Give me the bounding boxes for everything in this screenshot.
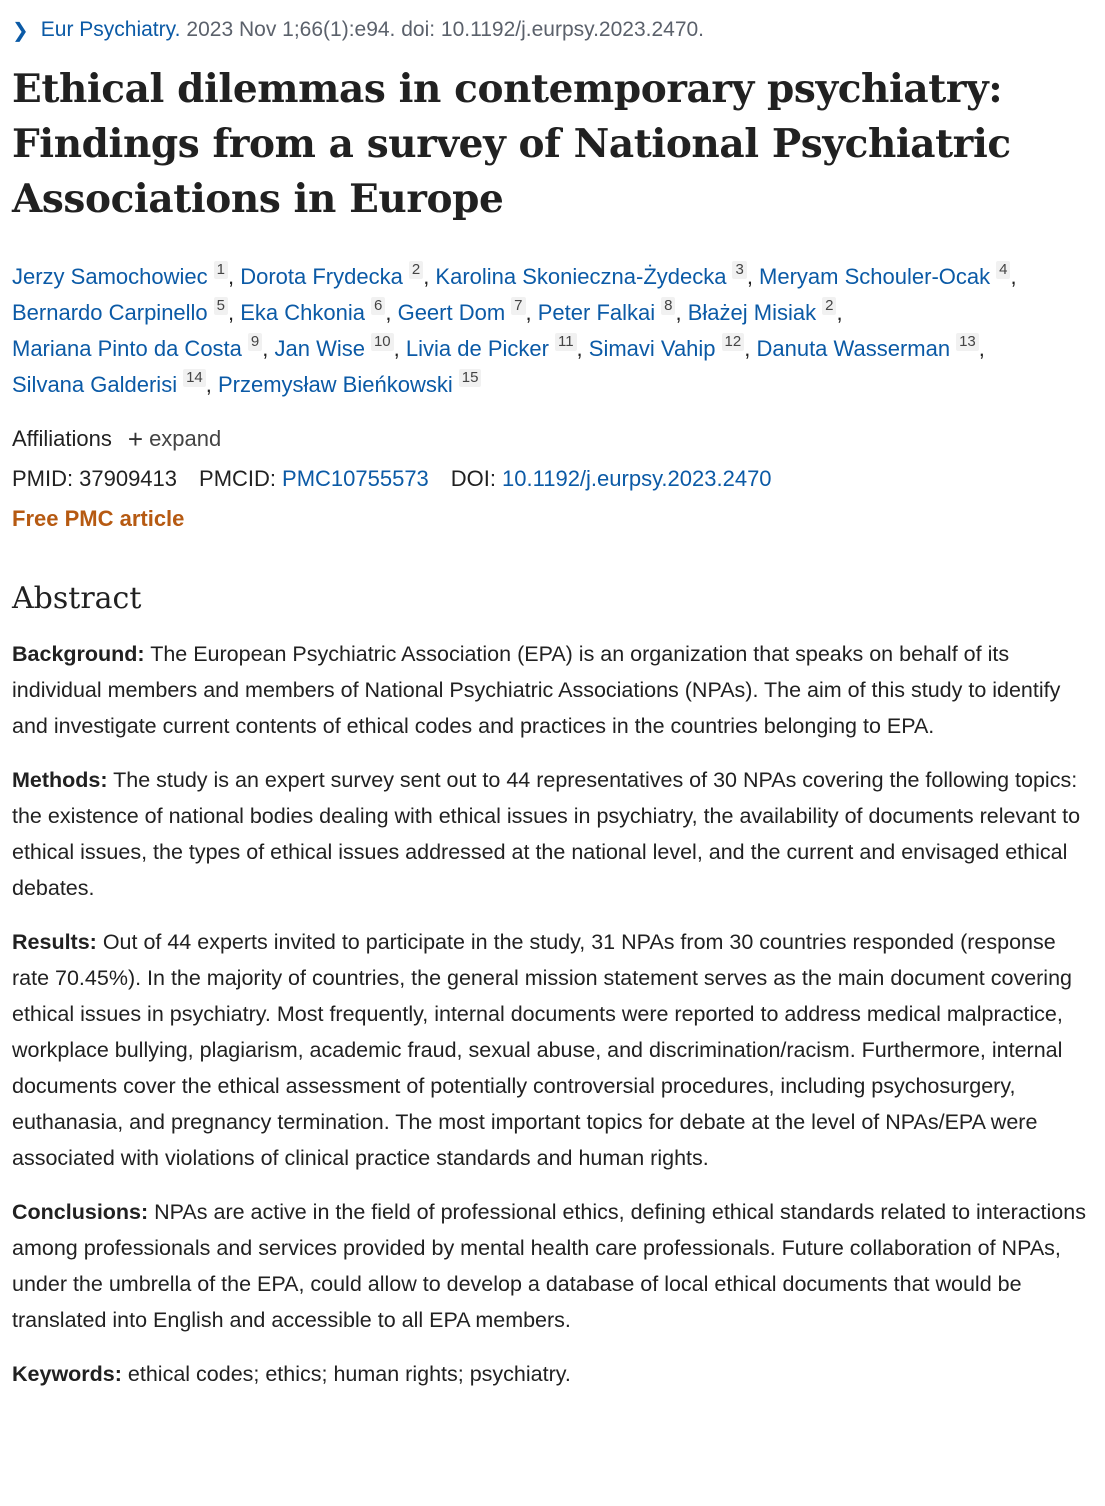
journal-link[interactable]: Eur Psychiatry. [40,18,181,41]
article-page [0,16,1105,1392]
affiliation-number[interactable]: 5 [214,297,228,315]
affiliation-number[interactable]: 9 [248,333,262,351]
doi-link[interactable]: 10.1192/j.eurpsy.2023.2470 [502,466,772,491]
author-link[interactable]: Bernardo Carpinello [12,300,208,325]
abstract-conclusions [12,1194,1093,1338]
abstract-heading: Abstract [12,581,142,616]
keywords-label: Keywords: [12,1362,122,1386]
article-title: Ethical dilemmas in contemporary psychiatry: Findings from a survey of National Psychiatric Associations in Europe [12,66,1011,222]
author-item [12,333,262,361]
results-text: Out of 44 experts invited to participate in the study, 31 NPAs from 30 countries responded (response rate 70.45%). In the majority of countries, the general mission statement serves as the main document covering ethical issues in psychiatry. Most frequently, internal documents were reported to address medical malpractice, workplace bullying, plagiarism, academic fraud, sexual abuse, and discrimination/racism. Furthermore, internal documents cover the ethical assessment of potentially controversial procedures, including psychosurgery, euthanasia, and pregnancy termination. The most important topics for debate at the level of NPAs/EPA were associated with violations of clinical practice standards and human rights. [12,930,1072,1170]
author-link[interactable]: Simavi Vahip [588,336,716,361]
results-label: Results: [12,930,97,954]
author-item [12,261,228,289]
affiliation-number[interactable]: 11 [555,333,577,351]
author-item [537,297,676,325]
author-item [405,333,577,361]
methods-label: Methods: [12,768,108,792]
abstract-keywords [12,1356,1093,1392]
author-item [12,297,228,325]
author-link[interactable]: Jerzy Samochowiec [12,264,208,289]
author-link[interactable]: Danuta Wasserman [756,336,951,361]
conclusions-text: NPAs are active in the field of professional ethics, defining ethical standards related to interactions among professionals and services provided by mental health care professionals. Future collaboration of NPAs, under the umbrella of the EPA, could allow to develop a database of local ethical documents that would be translated into English and accessible to all EPA members. [12,1200,1086,1332]
affiliation-number[interactable]: 14 [183,369,206,387]
author-link[interactable]: Meryam Schouler-Ocak [759,264,991,289]
free-pmc-article-link[interactable]: Free PMC article [12,506,185,531]
author-link[interactable]: Silvana Galderisi [12,372,178,397]
affiliation-number[interactable]: 6 [371,297,385,315]
citation-details: 2023 Nov 1;66(1):e94. doi: 10.1192/j.eurpsy.2023.2470. [186,18,705,41]
pmcid-label: PMCID: [199,466,277,491]
author-link[interactable]: Przemysław Bieńkowski [218,372,453,397]
author-item [218,369,481,397]
pmid-label: PMID: [12,466,74,491]
abstract-methods [12,762,1093,906]
affiliations-label: Affiliations [12,426,112,451]
author-link[interactable]: Eka Chkonia [240,300,365,325]
author-item [240,297,385,325]
affiliation-number[interactable]: 15 [459,369,482,387]
affiliation-number[interactable]: 1 [214,261,228,279]
background-label: Background: [12,642,145,666]
abstract-background [12,636,1093,744]
plus-icon[interactable]: + [127,424,144,454]
affiliation-number[interactable]: 4 [996,261,1010,279]
affiliation-number[interactable]: 10 [371,333,394,351]
affiliation-number[interactable]: 12 [722,333,745,351]
author-item [397,297,526,325]
pmcid-link[interactable]: PMC10755573 [282,466,429,491]
author-link[interactable]: Błażej Misiak [687,300,817,325]
author-item [756,333,978,361]
methods-text: The study is an expert survey sent out to 44 representatives of 30 NPAs covering the following topics: the existence of national bodies dealing with ethical issues in psychiatry, the availability of documents relevant to ethical issues, the types of ethical issues addressed at the national level, and the current and envisaged ethical debates. [12,768,1081,900]
author-item [12,369,206,397]
author-link[interactable]: Livia de Picker [405,336,549,361]
author-item [240,261,423,289]
author-link[interactable]: Mariana Pinto da Costa [12,336,242,361]
author-list: Jerzy Samochowiec 1 , Dorota Frydecka 2 , Karolina Skonieczna-Żydecka 3 , Meryam Schouler-Ocak 4 , Bernardo Carpinello 5 , Eka Chkonia 6 , Geert Dom 7 , Peter Falkai 8 , Błażej Misiak 2 , Mariana Pinto da Costa 9 , Jan Wise 10 , Livia de Picker 11 , Simavi Vahip 12 , Danuta Wasserman 13 , Silvana Galderisi 14 , Przemysław Bieńkowski 15 [12,261,1017,397]
author-link[interactable]: Geert Dom [397,300,506,325]
affiliation-number[interactable]: 7 [511,297,525,315]
affiliation-number[interactable]: 3 [732,261,746,279]
author-item [274,333,393,361]
expand-button[interactable]: expand [149,426,222,451]
author-link[interactable]: Jan Wise [274,336,365,361]
author-link[interactable]: Peter Falkai [537,300,656,325]
author-item [588,333,744,361]
conclusions-label: Conclusions: [12,1200,149,1224]
author-item [687,297,837,325]
citation-line [12,16,1093,44]
affiliation-number[interactable]: 2 [822,297,836,315]
article-identifiers [12,459,1093,499]
affiliations-toggle[interactable] [12,419,1093,459]
author-item [435,261,746,289]
affiliation-number[interactable]: 13 [956,333,979,351]
affiliation-number[interactable]: 2 [409,261,423,279]
pmid-value: 37909413 [79,466,178,491]
author-link[interactable]: Karolina Skonieczna-Żydecka [435,264,727,289]
author-item [759,261,1010,289]
author-link[interactable]: Dorota Frydecka [240,264,403,289]
affiliation-number[interactable]: 8 [661,297,675,315]
doi-label: DOI: [450,466,497,491]
chevron-right-icon[interactable]: ❯ [12,19,29,42]
abstract-results [12,924,1093,1176]
background-text: The European Psychiatric Association (EPA) is an organization that speaks on behalf of its individual members and members of National Psychiatric Associations (NPAs). The aim of this study to identify and investigate current contents of ethical codes and practices in the countries belonging to EPA. [12,642,1061,738]
keywords-text: ethical codes; ethics; human rights; psychiatry. [127,1362,571,1386]
